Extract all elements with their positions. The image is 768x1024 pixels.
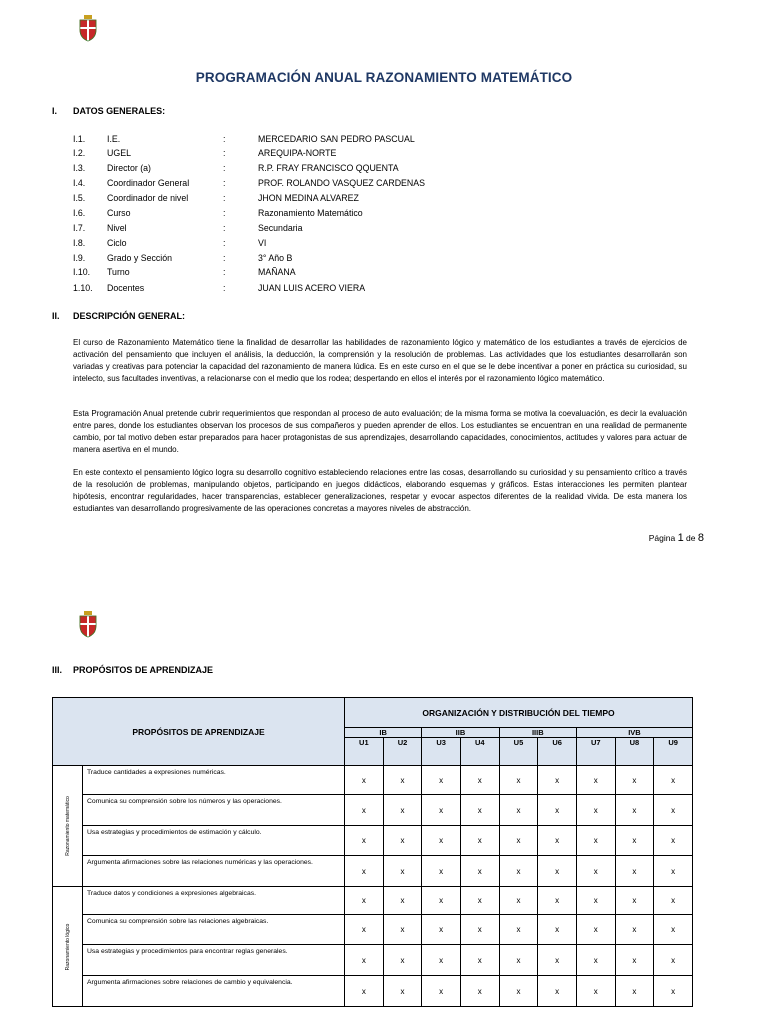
unit-mark: x xyxy=(576,915,615,945)
section-2-number: II. xyxy=(52,311,60,321)
general-row-value: JUAN LUIS ACERO VIERA xyxy=(258,283,366,293)
general-row-value: Razonamiento Matemático xyxy=(258,208,363,218)
unit-mark: x xyxy=(576,826,615,856)
general-row-value: VI xyxy=(258,238,267,248)
unit-mark: x xyxy=(615,826,654,856)
unit-mark: x xyxy=(345,887,384,915)
general-row-num: I.8. xyxy=(73,238,86,248)
unit-mark: x xyxy=(422,945,461,976)
unit-mark: x xyxy=(460,795,499,826)
general-row-num: I.2. xyxy=(73,148,86,158)
unit-mark: x xyxy=(460,766,499,795)
unit-mark: x xyxy=(422,795,461,826)
unit-mark: x xyxy=(615,976,654,1007)
unit-mark: x xyxy=(383,945,422,976)
unit-mark: x xyxy=(499,795,538,826)
unit-header: U8 xyxy=(615,738,654,766)
unit-mark: x xyxy=(499,945,538,976)
unit-mark: x xyxy=(345,915,384,945)
table-row xyxy=(53,795,693,826)
unit-mark: x xyxy=(538,915,577,945)
unit-mark: x xyxy=(345,766,384,795)
general-row-label: Docentes xyxy=(107,283,145,293)
unit-mark: x xyxy=(422,976,461,1007)
unit-header: U3 xyxy=(422,738,461,766)
group-label-cell xyxy=(53,766,83,887)
unit-mark: x xyxy=(460,887,499,915)
general-row-num: 1.10. xyxy=(73,283,93,293)
unit-mark: x xyxy=(499,915,538,945)
table-row xyxy=(53,766,693,795)
general-row-label: I.E. xyxy=(107,134,121,144)
table-row xyxy=(53,945,693,976)
general-row-num: I.7. xyxy=(73,223,86,233)
competency-description: Argumenta afirmaciones sobre relaciones de cambio y equivalencia. xyxy=(83,976,345,1007)
general-row-value: Secundaria xyxy=(258,223,303,233)
section-3-number: III. xyxy=(52,665,63,675)
unit-mark: x xyxy=(654,766,693,795)
unit-mark: x xyxy=(576,887,615,915)
general-row-label: Coordinador General xyxy=(107,178,190,188)
page-mid: de xyxy=(683,533,698,543)
table-row xyxy=(53,915,693,945)
unit-mark: x xyxy=(538,766,577,795)
unit-mark: x xyxy=(576,856,615,887)
unit-mark: x xyxy=(538,887,577,915)
competency-description: Comunica su comprensión sobre las relaciones algebraicas. xyxy=(83,915,345,945)
unit-mark: x xyxy=(576,976,615,1007)
general-row-num: I.3. xyxy=(73,163,86,173)
unit-mark: x xyxy=(615,766,654,795)
general-row-sep: : xyxy=(223,178,226,188)
section-3-title: PROPÓSITOS DE APRENDIZAJE xyxy=(73,665,214,675)
unit-mark: x xyxy=(499,826,538,856)
general-row-label: Grado y Sección xyxy=(107,253,173,263)
unit-mark: x xyxy=(422,766,461,795)
general-row-num: I.10. xyxy=(73,267,91,277)
unit-mark: x xyxy=(460,976,499,1007)
competency-description: Argumenta afirmaciones sobre las relaciones numéricas y las operaciones. xyxy=(83,856,345,887)
general-row-value: 3° Año B xyxy=(258,253,293,263)
page-prefix: Página xyxy=(648,533,678,543)
group-label: Razonamiento matemático xyxy=(64,796,71,856)
general-row-num: I.4. xyxy=(73,178,86,188)
bimester-header: IVB xyxy=(576,728,692,738)
time-distribution-header: ORGANIZACIÓN Y DISTRIBUCIÓN DEL TIEMPO xyxy=(345,698,693,728)
unit-mark: x xyxy=(383,915,422,945)
general-row-sep: : xyxy=(223,148,226,158)
unit-mark: x xyxy=(499,976,538,1007)
school-crest-icon xyxy=(78,610,98,638)
unit-mark: x xyxy=(383,795,422,826)
unit-mark: x xyxy=(499,856,538,887)
unit-mark: x xyxy=(654,826,693,856)
unit-mark: x xyxy=(460,826,499,856)
document-title: PROGRAMACIÓN ANUAL RAZONAMIENTO MATEMÁTICO xyxy=(195,70,573,85)
unit-mark: x xyxy=(422,915,461,945)
general-row-sep: : xyxy=(223,134,226,144)
bimester-header: IIIB xyxy=(499,728,576,738)
unit-mark: x xyxy=(538,795,577,826)
purposes-header: PROPÓSITOS DE APRENDIZAJE xyxy=(53,698,345,766)
unit-mark: x xyxy=(576,766,615,795)
competency-description: Traduce datos y condiciones a expresiones algebraicas. xyxy=(83,887,345,915)
unit-mark: x xyxy=(383,856,422,887)
unit-header: U2 xyxy=(383,738,422,766)
general-row-label: UGEL xyxy=(107,148,131,158)
page-current: 1 xyxy=(677,532,684,544)
table-row xyxy=(53,887,693,915)
group-label: Razonamiento lógico xyxy=(64,923,71,970)
general-row-value: JHON MEDINA ALVAREZ xyxy=(258,193,359,203)
table-row xyxy=(53,856,693,887)
unit-mark: x xyxy=(460,915,499,945)
section-1-number: I. xyxy=(52,106,58,116)
unit-mark: x xyxy=(345,826,384,856)
unit-header: U7 xyxy=(576,738,615,766)
general-row-sep: : xyxy=(223,208,226,218)
unit-mark: x xyxy=(383,826,422,856)
general-row-value: AREQUIPA-NORTE xyxy=(258,148,337,158)
unit-header: U9 xyxy=(654,738,693,766)
general-row-sep: : xyxy=(223,267,226,277)
unit-mark: x xyxy=(345,856,384,887)
competency-description: Usa estrategias y procedimientos para encontrar reglas generales. xyxy=(83,945,345,976)
competency-description: Usa estrategias y procedimientos de estimación y cálculo. xyxy=(83,826,345,856)
competency-description: Comunica su comprensión sobre los números y las operaciones. xyxy=(83,795,345,826)
bimester-header: IIB xyxy=(422,728,499,738)
unit-mark: x xyxy=(345,976,384,1007)
unit-mark: x xyxy=(422,826,461,856)
unit-header: U1 xyxy=(345,738,384,766)
unit-mark: x xyxy=(654,945,693,976)
general-row-sep: : xyxy=(223,283,226,293)
unit-mark: x xyxy=(383,976,422,1007)
unit-mark: x xyxy=(654,915,693,945)
page-number xyxy=(649,532,704,544)
general-row-value: R.P. FRAY FRANCISCO QQUENTA xyxy=(258,163,399,173)
unit-header: U4 xyxy=(460,738,499,766)
unit-mark: x xyxy=(345,795,384,826)
bimester-header: IB xyxy=(345,728,422,738)
page-total: 8 xyxy=(697,532,704,544)
general-row-label: Director (a) xyxy=(107,163,151,173)
unit-mark: x xyxy=(422,856,461,887)
school-crest-icon xyxy=(78,14,98,42)
unit-mark: x xyxy=(654,887,693,915)
unit-mark: x xyxy=(499,887,538,915)
general-row-num: I.1. xyxy=(73,134,86,144)
unit-mark: x xyxy=(654,795,693,826)
unit-header: U5 xyxy=(499,738,538,766)
unit-mark: x xyxy=(654,856,693,887)
section-2-title: DESCRIPCIÓN GENERAL: xyxy=(73,311,186,321)
unit-mark: x xyxy=(460,945,499,976)
general-row-value: MAÑANA xyxy=(258,267,296,277)
unit-mark: x xyxy=(422,887,461,915)
unit-mark: x xyxy=(615,887,654,915)
table-row xyxy=(53,826,693,856)
general-row-num: I.6. xyxy=(73,208,86,218)
description-paragraph-1: El curso de Razonamiento Matemático tiene la finalidad de desarrollar las habilidades de razonamiento lógico y matemático de los estudiantes a través de ejercicios de activación del pensamiento que incluyen el análisis, la deducción, la comprensión y la resolución de problemas. Las actividades que los estudiantes desarrollarán son variadas y creativas para potenciar la capacidad del razonamiento de manera lúdica. Es en este curso en el que se le debe incentivar a poner en práctica su curiosidad, su intelecto, sus facultades inventivas, a relacionarse con el medio que los rodea; despertando en ellos el interés por el razonamiento lógico matemático. xyxy=(73,338,687,384)
learning-purposes-table xyxy=(52,697,693,1007)
unit-mark: x xyxy=(538,976,577,1007)
group-label-cell xyxy=(53,887,83,1007)
description-paragraph-2: Esta Programación Anual pretende cubrir requerimientos que respondan al proceso de auto evaluación; de la misma forma se motiva la coevaluación, es decir la evaluación entre pares, donde los estudiantes observan los procesos de sus compañeros y pueden aprender de ellos. Los estudiantes se encuentran en una realidad de permanente cambio, por tal motivo deben estar preparados para hacer protagonistas de sus aprendizajes, desarrollando capacidades, conocimientos, actitudes y valores para actuar de manera asertiva en el mundo. xyxy=(73,409,687,455)
table-row xyxy=(53,976,693,1007)
unit-mark: x xyxy=(460,856,499,887)
general-row-sep: : xyxy=(223,253,226,263)
unit-mark: x xyxy=(576,945,615,976)
general-row-label: Coordinador de nivel xyxy=(107,193,189,203)
unit-mark: x xyxy=(499,766,538,795)
unit-mark: x xyxy=(576,795,615,826)
unit-mark: x xyxy=(538,856,577,887)
unit-mark: x xyxy=(615,915,654,945)
unit-mark: x xyxy=(345,945,384,976)
unit-mark: x xyxy=(615,945,654,976)
unit-mark: x xyxy=(615,795,654,826)
unit-mark: x xyxy=(383,887,422,915)
general-row-num: I.5. xyxy=(73,193,86,203)
general-row-value: PROF. ROLANDO VASQUEZ CARDENAS xyxy=(258,178,426,188)
description-paragraph-3: En este contexto el pensamiento lógico logra su desarrollo cognitivo estableciendo relaciones entre las cosas, desarrollando su curiosidad y su pensamiento crítico a través de la resolución de problemas, manipulando objetos, participando en juegos didácticos, elaborando esquemas y gráficos. Estas interacciones les permiten plantear hipótesis, encontrar regularidades, hacer transparencias, establecer generalizaciones, respetar y evocar aspectos diferentes de la realidad vivida. De esta manera los estudiantes van desarrollando progresivamente de las operaciones concretas a mayores niveles de abstracción. xyxy=(73,468,687,514)
general-row-num: I.9. xyxy=(73,253,86,263)
competency-description: Traduce cantidades a expresiones numéricas. xyxy=(83,766,345,795)
unit-mark: x xyxy=(654,976,693,1007)
general-row-label: Ciclo xyxy=(107,238,127,248)
unit-mark: x xyxy=(538,945,577,976)
unit-mark: x xyxy=(383,766,422,795)
general-row-label: Turno xyxy=(107,267,130,277)
unit-header: U6 xyxy=(538,738,577,766)
general-row-sep: : xyxy=(223,238,226,248)
general-row-label: Curso xyxy=(107,208,131,218)
general-row-sep: : xyxy=(223,163,226,173)
general-row-value: MERCEDARIO SAN PEDRO PASCUAL xyxy=(258,134,415,144)
general-row-sep: : xyxy=(223,193,226,203)
general-row-sep: : xyxy=(223,223,226,233)
general-row-label: Nivel xyxy=(107,223,127,233)
unit-mark: x xyxy=(615,856,654,887)
unit-mark: x xyxy=(538,826,577,856)
section-1-title: DATOS GENERALES: xyxy=(73,106,166,116)
